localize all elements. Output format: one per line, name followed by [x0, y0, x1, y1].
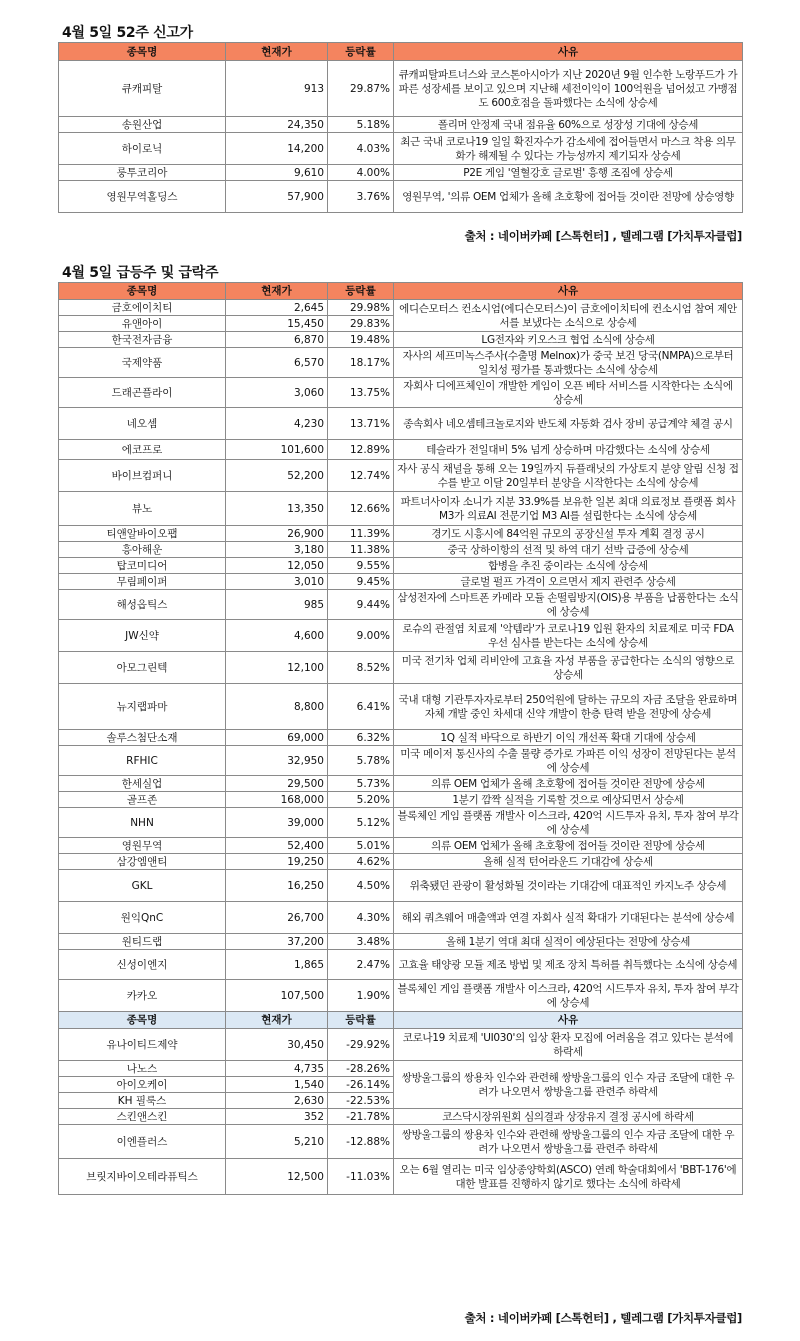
change-rate: 4.00% [328, 165, 394, 181]
stock-name: 영원무역 [59, 838, 226, 854]
current-price: 4,600 [226, 620, 328, 652]
stock-name: 룽투코리아 [59, 165, 226, 181]
table-row [59, 61, 743, 117]
stock-name: 드래곤플라이 [59, 378, 226, 408]
table-row [59, 408, 743, 440]
column-header: 종목명 [59, 1012, 226, 1029]
table-row [59, 792, 743, 808]
change-rate: 8.52% [328, 652, 394, 684]
change-rate: 3.76% [328, 181, 394, 213]
table-row [59, 902, 743, 934]
current-price: 52,200 [226, 460, 328, 492]
table-row [59, 348, 743, 378]
table-row [59, 1109, 743, 1125]
table-row [59, 838, 743, 854]
reason: 미국 메이저 통신사의 수출 물량 증가로 가파른 이익 성장이 전망된다는 분석에 상승세 [394, 746, 743, 776]
column-header: 현재가 [226, 1012, 328, 1029]
table-row [59, 620, 743, 652]
reason: 파트너사이자 소니가 지분 33.9%를 보유한 일본 최대 의료정보 플랫폼 회사 M3가 의료AI 전문기업 M3 AI를 설립한다는 소식에 상승세 [394, 492, 743, 526]
change-rate: 2.47% [328, 950, 394, 980]
stock-name: 브릿지바이오테라퓨틱스 [59, 1159, 226, 1195]
reason: 국내 대형 기관투자자로부터 250억원에 달하는 규모의 자금 조달을 완료하며 자체 개발 중인 차세대 신약 개발이 한층 탄력 받을 전망에 상승세 [394, 684, 743, 730]
table-row [59, 854, 743, 870]
stock-name: JW신약 [59, 620, 226, 652]
stock-name: 무림페이퍼 [59, 574, 226, 590]
stock-name: 솔루스첨단소재 [59, 730, 226, 746]
section1-source: 출처 : 네이버카페 [스톡헌터] , 텔레그램 [가치투자클럽] [464, 229, 742, 243]
current-price: 15,450 [226, 316, 328, 332]
stock-name: 국제약품 [59, 348, 226, 378]
stock-name: 뷰노 [59, 492, 226, 526]
table-row [59, 746, 743, 776]
reason: 큐캐피탈파트너스와 코스톤아시아가 지난 2020년 9월 인수한 노랑푸드가 가파른 성장세를 보이고 있으며 지난해 세전이익이 100억원을 넘어섰고 가맹점도 600호점을 돌파했다는 소식에 상승세 [394, 61, 743, 117]
change-rate: 9.45% [328, 574, 394, 590]
change-rate: 11.38% [328, 542, 394, 558]
reason: 1Q 실적 바닥으로 하반기 이익 개선폭 확대 기대에 상승세 [394, 730, 743, 746]
reason: 해외 쿼츠웨어 매출액과 연결 자회사 실적 확대가 기대된다는 분석에 상승세 [394, 902, 743, 934]
change-rate: 12.89% [328, 440, 394, 460]
table-row [59, 558, 743, 574]
reason: 글로벌 펄프 가격이 오르면서 제지 관련주 상승세 [394, 574, 743, 590]
stock-name: NHN [59, 808, 226, 838]
current-price: 19,250 [226, 854, 328, 870]
current-price: 2,630 [226, 1093, 328, 1109]
stock-name: 카카오 [59, 980, 226, 1012]
change-rate: 5.73% [328, 776, 394, 792]
stock-name: 골프존 [59, 792, 226, 808]
column-header: 사유 [394, 1012, 743, 1029]
stock-name: 탑코미디어 [59, 558, 226, 574]
change-rate: -12.88% [328, 1125, 394, 1159]
current-price: 6,570 [226, 348, 328, 378]
current-price: 5,210 [226, 1125, 328, 1159]
current-price: 37,200 [226, 934, 328, 950]
current-price: 52,400 [226, 838, 328, 854]
change-rate: 5.01% [328, 838, 394, 854]
section2-title: 4월 5일 급등주 및 급락주 [62, 265, 219, 281]
column-header: 사유 [394, 283, 743, 300]
reason: 블록체인 게임 플랫폼 개발사 이스크라, 420억 시드투자 유치, 투자 참여 부각에 상승세 [394, 808, 743, 838]
table-row [59, 332, 743, 348]
current-price: 913 [226, 61, 328, 117]
reason: 중국 상하이항의 선적 및 하역 대기 선박 급증에 상승세 [394, 542, 743, 558]
change-rate: 13.75% [328, 378, 394, 408]
reason: 자사 공식 채널을 통해 오는 19일까지 듀플래닛의 가상토지 분양 알림 신청 접수를 받고 이달 20일부터 분양을 시작한다는 소식에 상승세 [394, 460, 743, 492]
table-row [59, 542, 743, 558]
reason: 의류 OEM 업체가 올해 초호황에 접어들 것이란 전망에 상승세 [394, 776, 743, 792]
table-header-row [59, 43, 743, 61]
stock-name: 큐캐피탈 [59, 61, 226, 117]
column-header: 종목명 [59, 283, 226, 300]
stock-name: 한세실업 [59, 776, 226, 792]
reason: 자사의 세프미녹스주사(수출명 Melnox)가 중국 보건 당국(NMPA)으로부터 일치성 평가를 통과했다는 소식에 상승세 [394, 348, 743, 378]
change-rate: 5.78% [328, 746, 394, 776]
table-row [59, 1029, 743, 1061]
reason: 오는 6월 열리는 미국 임상종양학회(ASCO) 연례 학술대회에서 'BBT-176'에 대한 발표를 진행하지 않기로 했다는 소식에 하락세 [394, 1159, 743, 1195]
current-price: 4,735 [226, 1061, 328, 1077]
new-high-table [58, 42, 743, 213]
current-price: 168,000 [226, 792, 328, 808]
current-price: 26,900 [226, 526, 328, 542]
stock-name: 유앤아이 [59, 316, 226, 332]
current-price: 14,200 [226, 133, 328, 165]
table-row [59, 934, 743, 950]
reason: 쌍방울그룹의 쌍용차 인수와 관련해 쌍방울그룹의 인수 자금 조달에 대한 우려가 나오면서 쌍방울그룹 관련주 하락세 [394, 1061, 743, 1109]
stock-name: 한국전자금융 [59, 332, 226, 348]
change-rate: 29.83% [328, 316, 394, 332]
reason: 고효율 태양광 모듈 제조 방법 및 제조 장치 특허를 취득했다는 소식에 상승세 [394, 950, 743, 980]
current-price: 2,645 [226, 300, 328, 316]
stock-name: 아모그린텍 [59, 652, 226, 684]
change-rate: 19.48% [328, 332, 394, 348]
change-rate: 4.62% [328, 854, 394, 870]
current-price: 101,600 [226, 440, 328, 460]
reason: 자회사 디에프체인이 개발한 게임이 오픈 베타 서비스를 시작한다는 소식에 상승세 [394, 378, 743, 408]
change-rate: 6.41% [328, 684, 394, 730]
stock-name: 신성이엔지 [59, 950, 226, 980]
stock-name: 이엔플러스 [59, 1125, 226, 1159]
change-rate: -21.78% [328, 1109, 394, 1125]
current-price: 352 [226, 1109, 328, 1125]
change-rate: 29.98% [328, 300, 394, 316]
current-price: 1,865 [226, 950, 328, 980]
reason: 폴리머 안정제 국내 점유율 60%으로 성장성 기대에 상승세 [394, 117, 743, 133]
reason: 블록체인 게임 플랫폼 개발사 이스크라, 420억 시드투자 유치, 투자 참여 부각에 상승세 [394, 980, 743, 1012]
reason: 올해 1분기 역대 최대 실적이 예상된다는 전망에 상승세 [394, 934, 743, 950]
reason: 올해 실적 턴어라운드 기대감에 상승세 [394, 854, 743, 870]
table-row [59, 1061, 743, 1077]
change-rate: 9.44% [328, 590, 394, 620]
table-row [59, 730, 743, 746]
reason: 테슬라가 전일대비 5% 넘게 상승하며 마감했다는 소식에 상승세 [394, 440, 743, 460]
section1-title: 4월 5일 52주 신고가 [62, 25, 193, 41]
table-row [59, 117, 743, 133]
change-rate: 13.71% [328, 408, 394, 440]
current-price: 3,060 [226, 378, 328, 408]
current-price: 57,900 [226, 181, 328, 213]
stock-name: 에코프로 [59, 440, 226, 460]
reason: 미국 전기차 업체 리비안에 고효율 자성 부품을 공급한다는 소식의 영향으로 상승세 [394, 652, 743, 684]
change-rate: 11.39% [328, 526, 394, 542]
column-header: 사유 [394, 43, 743, 61]
current-price: 3,010 [226, 574, 328, 590]
current-price: 3,180 [226, 542, 328, 558]
current-price: 69,000 [226, 730, 328, 746]
change-rate: -22.53% [328, 1093, 394, 1109]
reason: 종속회사 네오셈테크놀로지와 반도체 자동화 검사 장비 공급계약 체결 공시 [394, 408, 743, 440]
stock-name: 영원무역홀딩스 [59, 181, 226, 213]
current-price: 26,700 [226, 902, 328, 934]
column-header: 종목명 [59, 43, 226, 61]
column-header: 등락률 [328, 43, 394, 61]
change-rate: 12.74% [328, 460, 394, 492]
stock-name: GKL [59, 870, 226, 902]
table-row [59, 652, 743, 684]
table-row [59, 133, 743, 165]
change-rate: 6.32% [328, 730, 394, 746]
movers-table [58, 282, 743, 1195]
table-row [59, 492, 743, 526]
table-header-row [59, 1012, 743, 1029]
stock-name: 나노스 [59, 1061, 226, 1077]
change-rate: 4.30% [328, 902, 394, 934]
change-rate: 12.66% [328, 492, 394, 526]
reason: 합병을 추진 중이라는 소식에 상승세 [394, 558, 743, 574]
stock-name: 아이오케이 [59, 1077, 226, 1093]
current-price: 39,000 [226, 808, 328, 838]
stock-name: 흥아해운 [59, 542, 226, 558]
table-row [59, 526, 743, 542]
table-row [59, 574, 743, 590]
table-row [59, 460, 743, 492]
stock-name: 금호에이치티 [59, 300, 226, 316]
current-price: 12,500 [226, 1159, 328, 1195]
current-price: 12,100 [226, 652, 328, 684]
table-row [59, 684, 743, 730]
table-row [59, 300, 743, 316]
change-rate: -11.03% [328, 1159, 394, 1195]
reason: 영원무역, '의류 OEM 업체가 올해 초호황에 접어들 것이란 전망에 상승영향 [394, 181, 743, 213]
change-rate: 9.55% [328, 558, 394, 574]
current-price: 29,500 [226, 776, 328, 792]
current-price: 16,250 [226, 870, 328, 902]
reason: 에디슨모터스 컨소시엄(에디슨모터스)이 금호에이치티에 컨소시엄 참여 제안서를 보냈다는 소식으로 상승세 [394, 300, 743, 332]
change-rate: 5.12% [328, 808, 394, 838]
stock-name: 원티드랩 [59, 934, 226, 950]
table-row [59, 440, 743, 460]
change-rate: -29.92% [328, 1029, 394, 1061]
stock-name: 네오셈 [59, 408, 226, 440]
reason: 최근 국내 코로나19 일일 확진자수가 감소세에 접어들면서 마스크 착용 의무화가 해제될 수 있다는 가능성까지 제기되자 상승세 [394, 133, 743, 165]
stock-name: 스킨앤스킨 [59, 1109, 226, 1125]
stock-name: 하이로닉 [59, 133, 226, 165]
reason: 의류 OEM 업체가 올해 초호황에 접어들 것이란 전망에 상승세 [394, 838, 743, 854]
table-row [59, 870, 743, 902]
stock-name: 원익QnC [59, 902, 226, 934]
change-rate: 3.48% [328, 934, 394, 950]
current-price: 13,350 [226, 492, 328, 526]
table-row [59, 950, 743, 980]
table-row [59, 808, 743, 838]
section2-source: 출처 : 네이버카페 [스톡헌터] , 텔레그램 [가치투자클럽] [464, 1311, 742, 1325]
table-row [59, 590, 743, 620]
stock-name: RFHIC [59, 746, 226, 776]
table-header-row [59, 283, 743, 300]
current-price: 24,350 [226, 117, 328, 133]
reason: 로슈의 관절염 치료제 '악템라'가 코로나19 입원 환자의 치료제로 미국 FDA 우선 심사를 받는다는 소식에 상승세 [394, 620, 743, 652]
current-price: 12,050 [226, 558, 328, 574]
reason: 경기도 시흥시에 84억원 규모의 공장신설 투자 계획 결정 공시 [394, 526, 743, 542]
column-header: 등락률 [328, 1012, 394, 1029]
table-row [59, 1125, 743, 1159]
change-rate: 4.50% [328, 870, 394, 902]
table-row [59, 776, 743, 792]
stock-name: 뉴지랩파마 [59, 684, 226, 730]
stock-name: 바이브컴퍼니 [59, 460, 226, 492]
column-header: 등락률 [328, 283, 394, 300]
current-price: 32,950 [226, 746, 328, 776]
table-row [59, 1159, 743, 1195]
stock-name: 송원산업 [59, 117, 226, 133]
reason: 삼성전자에 스마트폰 카메라 모듈 손떨림방지(OIS)용 부품을 납품한다는 소식에 상승세 [394, 590, 743, 620]
stock-name: 해성옵틱스 [59, 590, 226, 620]
current-price: 9,610 [226, 165, 328, 181]
table-row [59, 378, 743, 408]
change-rate: -28.26% [328, 1061, 394, 1077]
current-price: 985 [226, 590, 328, 620]
current-price: 4,230 [226, 408, 328, 440]
stock-name: 삼강엠앤티 [59, 854, 226, 870]
change-rate: 1.90% [328, 980, 394, 1012]
reason: 쌍방울그룹의 쌍용차 인수와 관련해 쌍방울그룹의 인수 자금 조달에 대한 우려가 나오면서 쌍방울그룹 관련주 하락세 [394, 1125, 743, 1159]
change-rate: -26.14% [328, 1077, 394, 1093]
reason: 1분기 깜짝 실적을 기록할 것으로 예상되면서 상승세 [394, 792, 743, 808]
column-header: 현재가 [226, 43, 328, 61]
current-price: 1,540 [226, 1077, 328, 1093]
reason: LG전자와 키오스크 협업 소식에 상승세 [394, 332, 743, 348]
change-rate: 9.00% [328, 620, 394, 652]
change-rate: 4.03% [328, 133, 394, 165]
table-row [59, 181, 743, 213]
change-rate: 5.18% [328, 117, 394, 133]
stock-name: 유나이티드제약 [59, 1029, 226, 1061]
stock-name: KH 필룩스 [59, 1093, 226, 1109]
current-price: 6,870 [226, 332, 328, 348]
reason: P2E 게임 '열혈강호 글로벌' 흥행 조짐에 상승세 [394, 165, 743, 181]
reason: 코로나19 치료제 'UI030'의 임상 환자 모집에 어려움을 겪고 있다는 분석에 하락세 [394, 1029, 743, 1061]
change-rate: 5.20% [328, 792, 394, 808]
table-row [59, 980, 743, 1012]
change-rate: 18.17% [328, 348, 394, 378]
reason: 위축됐던 관광이 활성화될 것이라는 기대감에 대표적인 카지노주 상승세 [394, 870, 743, 902]
change-rate: 29.87% [328, 61, 394, 117]
reason: 코스닥시장위원회 심의결과 상장유지 결정 공시에 하락세 [394, 1109, 743, 1125]
stock-name: 티앤알바이오팹 [59, 526, 226, 542]
current-price: 107,500 [226, 980, 328, 1012]
current-price: 30,450 [226, 1029, 328, 1061]
table-row [59, 165, 743, 181]
current-price: 8,800 [226, 684, 328, 730]
column-header: 현재가 [226, 283, 328, 300]
